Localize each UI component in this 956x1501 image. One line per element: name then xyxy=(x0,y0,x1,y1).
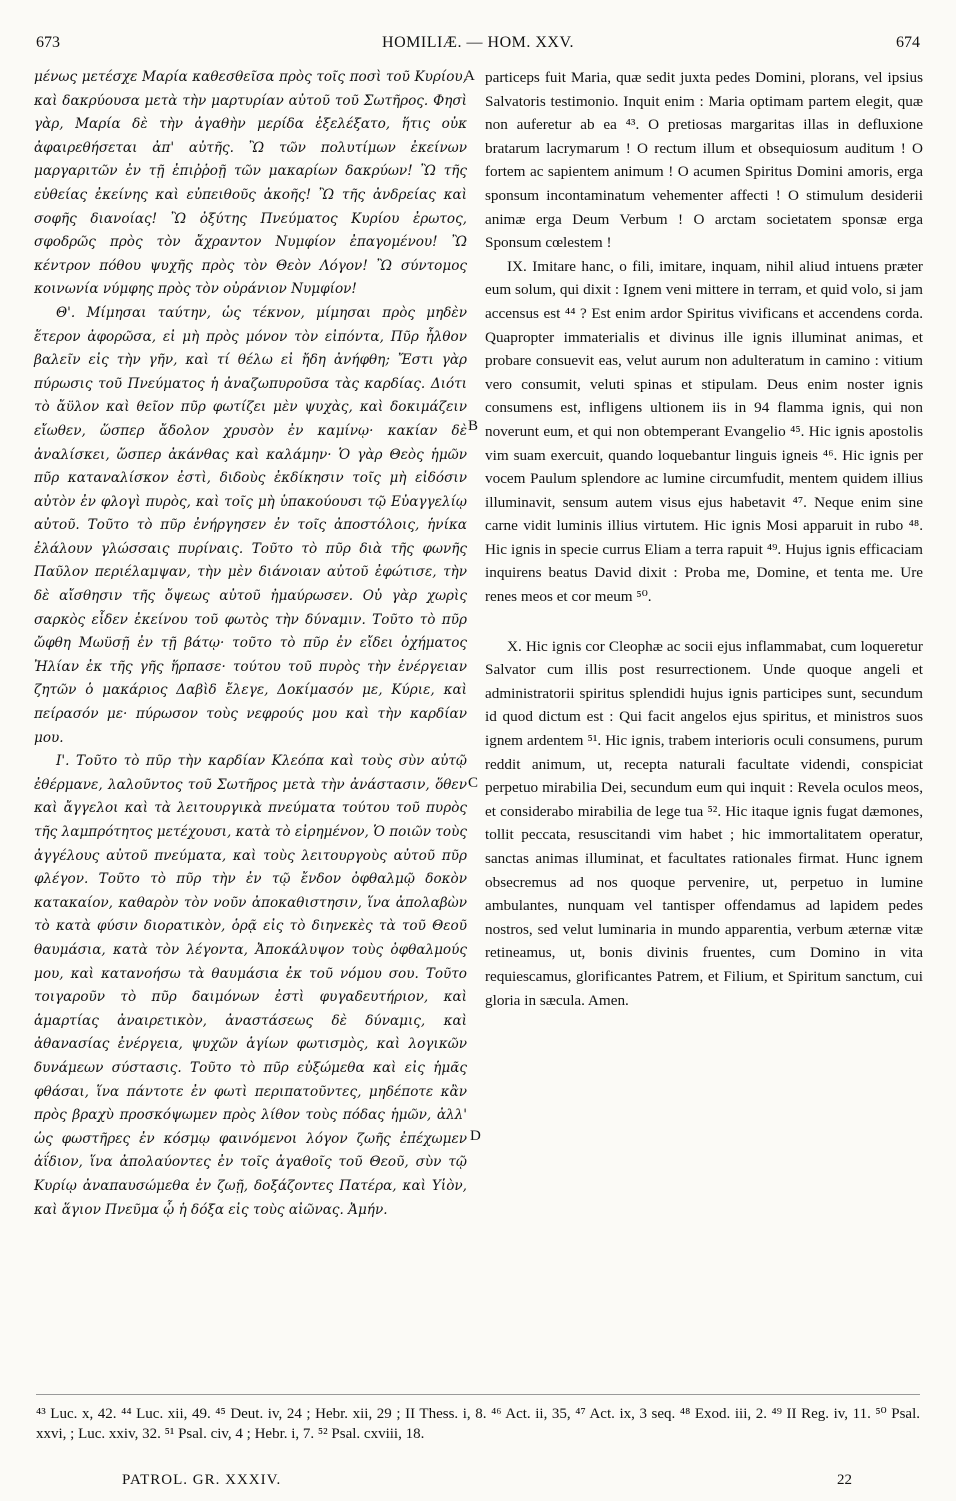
footnote-rule xyxy=(36,1394,920,1395)
footnotes xyxy=(36,1404,920,1444)
latin-paragraph-3: X. Hic ignis cor Cleophæ ac socii ejus inflammabat, cum loqueretur Salvator cum illis post resurrectionem. Unde quoque angeli et administratorii spiritus splendidi hujus ignis participes sunt, secundum id quod dictum est : Qui facit angelos ejus spiritus, et ministros suos ignem ardentem ⁵¹. Hic ignis, trabem interioris oculi consumens, purum reddit animum, ut, recepta naturali facultate videndi, conspiciat perpetuo mirabilia Dei, secundum eum qui inquit : Revela oculos meos, et considerabo mirabilia de lege tua ⁵². Hic itaque ignis fugat dæmones, tollit peccata, resuscitandi vim habet ; hic immortalitatem operatur, sanctas animas illuminat, et facultates rationales firmat. Hunc ignem obsecremus ad nos quoque pervenire, ut, perpetuo in lumine ambulantes, nunquam vel tantisper offendamus ad lapidem pedes nostros, sed velut luminaria in mundo apparentia, verbum æternæ vitæ retineamus, ut, bonis divinis fruentes, cum Domino in vita requiescamus, glorificantes Patrem, et Filium, et Spiritum sanctum, cui gloria in sæcula. Amen. xyxy=(485,637,923,1009)
running-title: HOMILIÆ. — HOM. XXV. xyxy=(382,34,574,51)
greek-column xyxy=(34,66,467,1222)
margin-marker-d: D xyxy=(470,1128,481,1144)
greek-paragraph-1: μένως μετέσχε Μαρία καθεσθεῖσα πρὸς τοῖς ποσὶ τοῦ Κυρίου, καὶ δακρύουσα μετὰ τὴν μαρτυρίαν αὐτοῦ τοῦ Σωτῆρος. Φησὶ γὰρ, Μαρία δὲ τὴν ἀγαθὴν μερίδα ἐξελέξατο, ἥτις οὐκ ἀφαιρεθήσεται ἀπ' αὐτῆς. Ὢ τῶν πολυτίμων ἐκείνων μαργαριτῶν ἐν τῇ ἐπιῤῥοῇ τῶν μακαρίων δακρύων! Ὢ τῆς εὐθείας ἐκείνης καὶ εὐπειθοῦς ἀκοῆς! Ὢ τῆς ἀνδρείας καὶ σοφῆς διανοίας! Ὢ ὀξύτης Πνεύματος Κυρίου ἐρωτος, σφοδρῶς πρὸς τὸν ἄχραντον Νυμφίον ἐπαγομένου! Ὢ κέντρον πόθου ψυχῆς πρὸς τὸν Θεὸν Λόγον! Ὢ σύντομος κοινωνία νύμφης πρὸς τὸν οὐράνιον Νυμφίον! xyxy=(34,69,467,298)
latin-column xyxy=(485,66,923,1012)
section-gap xyxy=(485,609,923,635)
collection-signature: PATROL. GR. XXXIV. xyxy=(122,1472,282,1488)
margin-marker-c: C xyxy=(468,775,479,791)
page-number-right: 674 xyxy=(896,34,920,51)
signature-number: 22 xyxy=(837,1472,852,1488)
page-header xyxy=(36,34,920,56)
latin-paragraph-1: particeps fuit Maria, quæ sedit juxta pedes Domini, plorans, vel ipsius Salvatoris testimonio. Inquit enim : Maria optimam partem elegit, quæ non auferetur ab ea ⁴³. O pretiosas margaritas illas in defluxione bratarum lacrymarum ! O rectum illum et obsequiosum auditum ! O fortem ac sapientem animum ! O acumen Spiritus Domini amoris, erga sponsum incontaminatum vehementer affecti ! O stimulum desiderii animæ erga Deum Verbum ! O arctam societatem sponsæ erga Sponsum cœlestem ! xyxy=(485,69,923,252)
footnote-text: ⁴³ Luc. x, 42. ⁴⁴ Luc. xii, 49. ⁴⁵ Deut. iv, 24 ; Hebr. xii, 29 ; II Thess. i, 8. ⁴⁶ Act. ii, 35, ⁴⁷ Act. ix, 3 seq. ⁴⁸ Exod. iii, 2. ⁴⁹ II Reg. iv, 11. ⁵⁰ Psal. xxvi, ; Luc. xxiv, 32. ⁵¹ Psal. civ, 4 ; Hebr. i, 7. ⁵² Psal. cxviii, 18. xyxy=(36,1406,920,1442)
greek-paragraph-3: Ι'. Τοῦτο τὸ πῦρ τὴν καρδίαν Κλεόπα καὶ τοὺς σὺν αὐτῷ ἐθέρμανε, λαλοῦντος τοῦ Σωτῆρος μετὰ τὴν ἀνάστασιν, ὅθεν καὶ ἄγγελοι καὶ τὰ λειτουργικὰ πνεύματα τούτου τοῦ πυρὸς τῆς λαμπρότητος μετέχουσι, κατὰ τὸ εἰρημένον, Ὁ ποιῶν τοὺς ἀγγέλους αὐτοῦ πνεύματα, καὶ τοὺς λειτουργοὺς αὐτοῦ πῦρ φλέγον. Τοῦτο τὸ πῦρ τὴν ἐν τῷ ἔνδον ὀφθαλμῷ δοκὸν κατακαίον, καθαρὸν τὸν νοῦν ἀποκαθιστησιν, ἵνα ἀπολαβὼν τὸ κατὰ φύσιν διορατικὸν, ὁρᾷ εἰς τὸ διηνεκὲς τὰ τοῦ Θεοῦ θαυμάσια, κατὰ τὸν λέγοντα, Ἀποκάλυψον τοὺς ὀφθαλμούς μου, καὶ κατανοήσω τὰ θαυμάσια ἐκ τοῦ νόμου σου. Τοῦτο τοιγαροῦν τὸ πῦρ δαιμόνων ἐστὶ φυγαδευτήριον, καὶ ἁμαρτίας ἀναιρετικὸν, ἀναστάσεως δὲ δύναμις, καὶ ἀθανασίας ἐνέργεια, ψυχῶν ἁγίων φωτισμὸς, καὶ λογικῶν δυνάμεων σύστασις. Τοῦτο τὸ πῦρ εὐξώμεθα καὶ εἰς ἡμᾶς φθάσαι, ἵνα πάντοτε ἐν φωτὶ περιπατοῦντες, μηδέποτε κἂν πρὸς βραχὺ προσκόψωμεν πρὸς λίθον τοὺς πόδας ἡμῶν, ἀλλ' ὡς φωστῆρες ἐν κόσμῳ φαινόμενοι λόγον ζωῆς ἐπέχωμεν ἀΐδιον, ἵνα ἀπολαύοντες ἐν τοῖς ἀγαθοῖς τοῦ Θεοῦ, σὺν τῷ Κυρίῳ ἀναπαυσώμεθα ἐν ζωῇ, δοξάζοντες Πατέρα, καὶ Υἱὸν, καὶ ἅγιον Πνεῦμα ᾧ ἡ δόξα εἰς τοὺς αἰῶνας. Ἀμήν. xyxy=(34,753,467,1218)
greek-paragraph-2: Θ'. Μίμησαι ταύτην, ὡς τέκνον, μίμησαι πρὸς μηδὲν ἕτερον ἀφορῶσα, εἰ μὴ πρὸς μόνον τὸν εἰπόντα, Πῦρ ἦλθον βαλεῖν εἰς τὴν γῆν, καὶ τί θέλω εἰ ἤδη ἀνήφθη; Ἔστι γὰρ πύρωσις τοῦ Πνεύματος ἡ ἀναζωπυροῦσα τὰς καρδίας. Διότι τὸ ἄϋλον καὶ θεῖον πῦρ φωτίζει μὲν ψυχὰς, καὶ δοκιμάζειν εἴωθεν, ὥσπερ ἄδολον χρυσὸν ἐν καμίνῳ· κακίαν δὲ ἀναλίσκει, ὥσπερ ἀκάνθας καὶ καλάμην· Ὁ γὰρ Θεὸς ἡμῶν πῦρ καταναλίσκον ἐστὶ, διδοὺς ἐκδίκησιν τοῖς μὴ εἰδόσιν αὐτὸν ἐν φλογὶ πυρὸς, καὶ τοῖς μὴ ὑπακούουσι τῷ Εὐαγγελίῳ αὐτοῦ. Τοῦτο τὸ πῦρ ἐνήργησεν ἐν τοῖς ἀποστόλοις, ἡνίκα ἐλάλουν γλώσσαις πυρίναις. Τοῦτο τὸ πῦρ διὰ τῆς φωνῆς Παῦλον περιέλαμψαν, τὴν μὲν διάνοιαν αὐτοῦ ἐφώτισε, τὴν δὲ αἴσθησιν τῆς ὄψεως αὐτοῦ ἠμαύρωσεν. Οὐ γὰρ χωρὶς σαρκὸς εἶδεν ἐκείνου τοῦ φωτὸς τὴν δύναμιν. Τοῦτο τὸ πῦρ ὤφθη Μωϋσῇ ἐν τῇ βάτῳ· τοῦτο τὸ πῦρ ἐν εἴδει ὀχήματος Ἠλίαν ἐκ τῆς γῆς ἥρπασε· τούτου τοῦ πυρὸς τὴν ἐνέργειαν ζητῶν ὁ μακάριος Δαβὶδ ἔλεγε, Δοκίμασόν με, Κύριε, καὶ πείρασόν με· πύρωσον τοὺς νεφρούς μου καὶ τὴν καρδίαν μου. xyxy=(34,304,467,746)
latin-paragraph-2: IX. Imitare hanc, o fili, imitare, inquam, nihil aliud intuens præter eum solum, qui dixit : Ignem veni mittere in terram, et quid volo, si jam accensus est ⁴⁴ ? Est enim ardor Spiritus vivificans et accendens corda. Quapropter immaterialis et divinus ille ignis illuminat animas, et probare consuevit eas, velut aurum non adulteratum in camino : vitium vero consumit, veluti spinas et stipulam. Deus enim noster ignis consumens est, infligens ultionem iis in 94 flamma ignis, qui non noverunt eum, et qui non obtemperant Evangelio ⁴⁵. Hic ignis apostolis vim suam exercuit, quando loquebantur linguis igneis ⁴⁶. Hic ignis per vocem Paulum splendore ac lumine circumfudit, mentem quidem illius illuminavit, sensum autem visus ejus habetavit ⁴⁷. Neque enim sine carne vidit luminis illius virtutem. Hic ignis Mosi apparuit in rubo ⁴⁸. Hic ignis in specie currus Eliam a terra rapuit ⁴⁹. Hujus ignis efficaciam inquirens beatus David dixit : Proba me, Domine, et tenta me. Ure renes meos et cor meum ⁵⁰. xyxy=(485,257,923,606)
margin-marker-b: B xyxy=(468,418,479,434)
page-number-left: 673 xyxy=(36,34,60,51)
margin-marker-a: A xyxy=(464,68,475,84)
